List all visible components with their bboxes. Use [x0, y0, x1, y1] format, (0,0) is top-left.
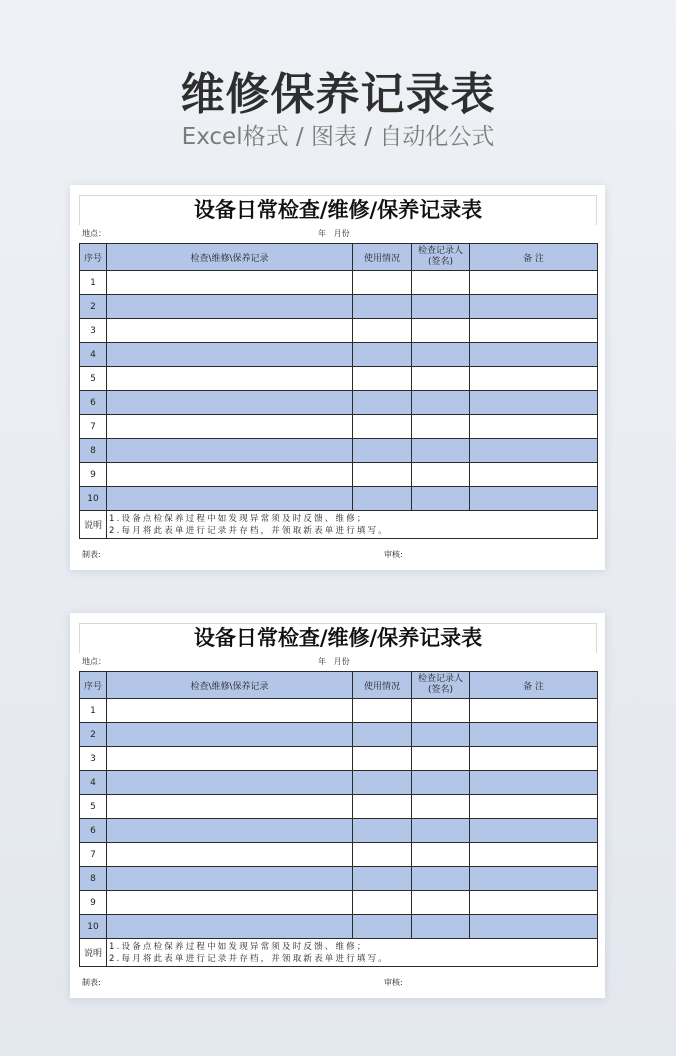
prepared-by-label: 制表: [82, 978, 101, 987]
remark-cell [470, 891, 598, 915]
inspector-cell [412, 343, 470, 367]
record-cell [107, 367, 353, 391]
maintenance-record-table [79, 243, 598, 539]
remark-cell [470, 391, 598, 415]
table-row [80, 463, 598, 487]
template-preview-card [70, 185, 605, 570]
remark-cell [470, 319, 598, 343]
column-header-record: 检查\维修\保养记录 [107, 672, 353, 699]
inspector-cell [412, 463, 470, 487]
column-header-inspector [412, 672, 470, 699]
record-cell [107, 867, 353, 891]
column-header-inspector-note: (签名) [427, 685, 454, 695]
row-number: 4 [80, 771, 107, 795]
table-header-row [80, 672, 598, 699]
notes-cell [107, 939, 598, 967]
record-cell [107, 319, 353, 343]
table-row [80, 271, 598, 295]
row-number: 1 [80, 271, 107, 295]
record-cell [107, 771, 353, 795]
usage-cell [353, 439, 412, 463]
usage-cell [353, 771, 412, 795]
table-row [80, 843, 598, 867]
row-number: 3 [80, 747, 107, 771]
table-row [80, 747, 598, 771]
table-header-row [80, 244, 598, 271]
notes-label: 说明 [80, 939, 107, 967]
record-cell [107, 723, 353, 747]
column-header-inspector-label: 检查记录人 [417, 674, 463, 684]
usage-cell [353, 867, 412, 891]
table-row [80, 319, 598, 343]
location-label: 地点： [82, 657, 106, 666]
table-row [80, 699, 598, 723]
page-title: 维修保养记录表 [180, 69, 496, 120]
record-cell [107, 391, 353, 415]
inspector-cell [412, 867, 470, 891]
remark-cell [470, 343, 598, 367]
table-row [80, 795, 598, 819]
remark-cell [470, 295, 598, 319]
usage-cell [353, 295, 412, 319]
reviewed-by-label: 审核: [384, 550, 403, 559]
row-number: 2 [80, 723, 107, 747]
remark-cell [470, 915, 598, 939]
template-preview-card [70, 613, 605, 998]
inspector-cell [412, 487, 470, 511]
usage-cell [353, 723, 412, 747]
table-row [80, 439, 598, 463]
inspector-cell [412, 891, 470, 915]
record-cell [107, 915, 353, 939]
usage-cell [353, 463, 412, 487]
sign-off-row [79, 967, 597, 999]
record-cell [107, 843, 353, 867]
note-line: 1.设备点检保养过程中如发现异常须及时反馈、维修； [109, 513, 368, 524]
usage-cell [353, 319, 412, 343]
row-number: 9 [80, 891, 107, 915]
inspector-cell [412, 367, 470, 391]
column-header-no: 序号 [80, 244, 107, 271]
usage-cell [353, 415, 412, 439]
table-row [80, 915, 598, 939]
record-cell [107, 891, 353, 915]
remark-cell [470, 747, 598, 771]
notes-row [80, 511, 598, 539]
inspector-cell [412, 795, 470, 819]
usage-cell [353, 367, 412, 391]
inspector-cell [412, 439, 470, 463]
usage-cell [353, 271, 412, 295]
inspector-cell [412, 699, 470, 723]
row-number: 5 [80, 367, 107, 391]
remark-cell [470, 723, 598, 747]
row-number: 6 [80, 819, 107, 843]
usage-cell [353, 391, 412, 415]
inspector-cell [412, 771, 470, 795]
row-number: 2 [80, 295, 107, 319]
remark-cell [470, 271, 598, 295]
record-cell [107, 747, 353, 771]
column-header-usage: 使用情况 [353, 244, 412, 271]
remark-cell [470, 843, 598, 867]
usage-cell [353, 795, 412, 819]
inspector-cell [412, 723, 470, 747]
spreadsheet-sheet [79, 195, 597, 571]
row-number: 10 [80, 487, 107, 511]
prepared-by-label: 制表: [82, 550, 101, 559]
usage-cell [353, 343, 412, 367]
record-cell [107, 819, 353, 843]
sheet-title: 设备日常检查/维修/保养记录表 [193, 198, 483, 222]
note-line: 2.每月将此表单进行记录并存档，并领取新表单进行填写。 [109, 953, 390, 964]
record-cell [107, 795, 353, 819]
column-header-inspector-label: 检查记录人 [417, 246, 463, 256]
remark-cell [470, 795, 598, 819]
period-label: 年 月份 [318, 657, 350, 666]
note-line: 1.设备点检保养过程中如发现异常须及时反馈、维修； [109, 941, 368, 952]
inspector-cell [412, 391, 470, 415]
row-number: 4 [80, 343, 107, 367]
sheet-title-cell [79, 623, 597, 653]
inspector-cell [412, 819, 470, 843]
location-period-row [79, 653, 597, 671]
table-row [80, 723, 598, 747]
inspector-cell [412, 747, 470, 771]
table-row [80, 367, 598, 391]
inspector-cell [412, 415, 470, 439]
column-header-inspector-note: (签名) [427, 257, 454, 267]
sign-off-row [79, 539, 597, 571]
table-row [80, 343, 598, 367]
record-cell [107, 439, 353, 463]
maintenance-record-table [79, 671, 598, 967]
notes-label: 说明 [80, 511, 107, 539]
column-header-remark: 备 注 [470, 672, 598, 699]
column-header-remark: 备 注 [470, 244, 598, 271]
table-row [80, 771, 598, 795]
remark-cell [470, 819, 598, 843]
column-header-record: 检查\维修\保养记录 [107, 244, 353, 271]
row-number: 7 [80, 843, 107, 867]
notes-row [80, 939, 598, 967]
usage-cell [353, 819, 412, 843]
usage-cell [353, 487, 412, 511]
table-row [80, 891, 598, 915]
row-number: 8 [80, 867, 107, 891]
usage-cell [353, 843, 412, 867]
remark-cell [470, 439, 598, 463]
spreadsheet-sheet [79, 623, 597, 999]
usage-cell [353, 699, 412, 723]
row-number: 9 [80, 463, 107, 487]
note-line: 2.每月将此表单进行记录并存档，并领取新表单进行填写。 [109, 525, 390, 536]
row-number: 6 [80, 391, 107, 415]
column-header-inspector [412, 244, 470, 271]
inspector-cell [412, 271, 470, 295]
inspector-cell [412, 915, 470, 939]
remark-cell [470, 699, 598, 723]
row-number: 3 [80, 319, 107, 343]
record-cell [107, 487, 353, 511]
location-label: 地点： [82, 229, 106, 238]
inspector-cell [412, 295, 470, 319]
remark-cell [470, 367, 598, 391]
remark-cell [470, 463, 598, 487]
row-number: 7 [80, 415, 107, 439]
table-row [80, 487, 598, 511]
table-row [80, 819, 598, 843]
page-subtitle: Excel格式 / 图表 / 自动化公式 [181, 124, 495, 150]
period-label: 年 月份 [318, 229, 350, 238]
record-cell [107, 295, 353, 319]
usage-cell [353, 747, 412, 771]
remark-cell [470, 415, 598, 439]
record-cell [107, 343, 353, 367]
remark-cell [470, 771, 598, 795]
table-row [80, 295, 598, 319]
column-header-usage: 使用情况 [353, 672, 412, 699]
column-header-no: 序号 [80, 672, 107, 699]
reviewed-by-label: 审核: [384, 978, 403, 987]
usage-cell [353, 891, 412, 915]
table-row [80, 867, 598, 891]
remark-cell [470, 487, 598, 511]
row-number: 10 [80, 915, 107, 939]
inspector-cell [412, 843, 470, 867]
inspector-cell [412, 319, 470, 343]
sheet-title-cell [79, 195, 597, 225]
location-period-row [79, 225, 597, 243]
row-number: 5 [80, 795, 107, 819]
usage-cell [353, 915, 412, 939]
record-cell [107, 463, 353, 487]
notes-cell [107, 511, 598, 539]
row-number: 1 [80, 699, 107, 723]
sheet-title: 设备日常检查/维修/保养记录表 [193, 626, 483, 650]
record-cell [107, 699, 353, 723]
record-cell [107, 271, 353, 295]
remark-cell [470, 867, 598, 891]
table-row [80, 391, 598, 415]
table-row [80, 415, 598, 439]
row-number: 8 [80, 439, 107, 463]
record-cell [107, 415, 353, 439]
